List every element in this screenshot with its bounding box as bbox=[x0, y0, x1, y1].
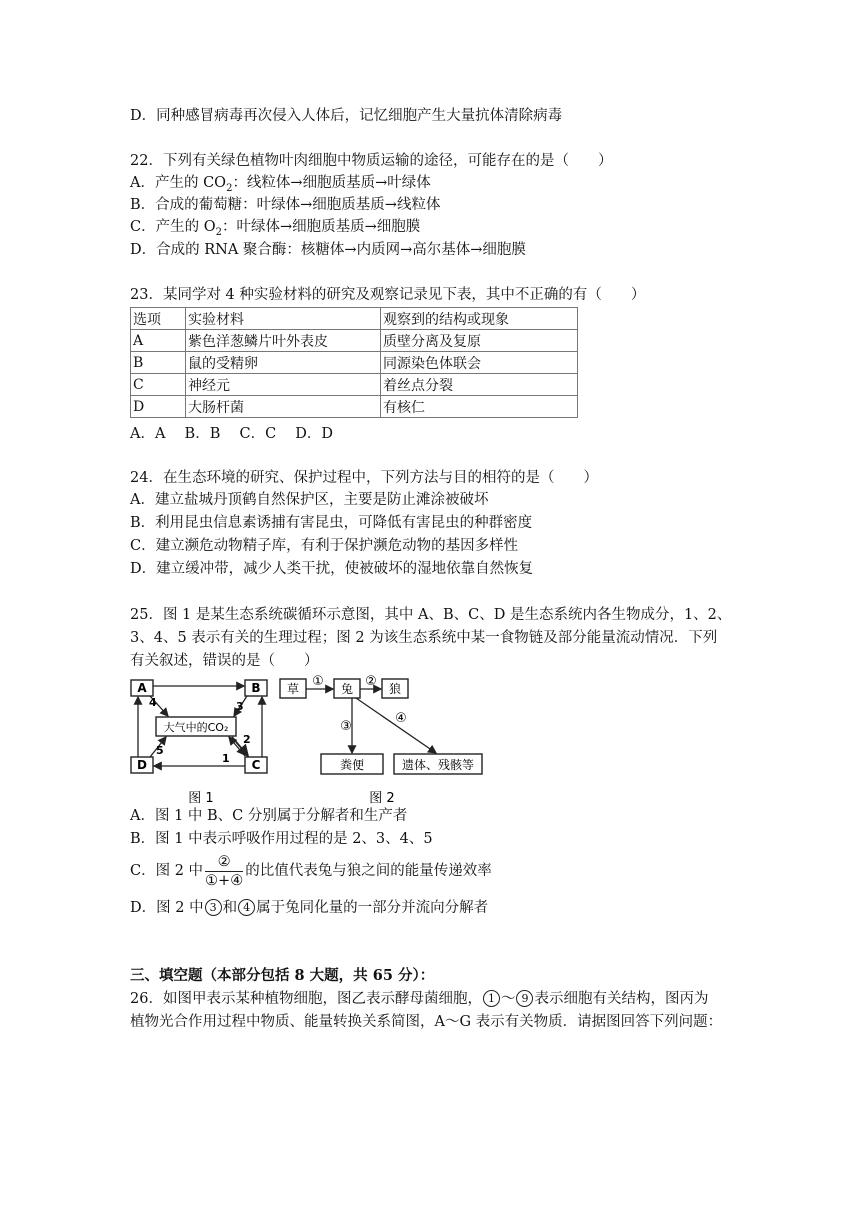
table-cell: 大肠杆菌 bbox=[186, 396, 381, 418]
q25-stem-line3: 有关叙述，错误的是（ ） bbox=[130, 653, 319, 669]
q25-c-prefix: C．图 2 中 bbox=[130, 863, 204, 879]
table-header-row bbox=[131, 308, 578, 330]
fig2-caption: 图 2 bbox=[369, 791, 395, 806]
fig1-caption: 图 1 bbox=[188, 791, 214, 806]
node-c: C bbox=[251, 758, 261, 772]
fraction bbox=[205, 853, 243, 890]
label-circle-1: ① bbox=[312, 674, 324, 689]
q25-d-rest: 属于兔同化量的一部分并流向分解者 bbox=[256, 900, 489, 916]
q26-line1-rest: 表示细胞有关结构，图丙为 bbox=[534, 991, 709, 1007]
table-cell: 质壁分离及复原 bbox=[381, 330, 578, 352]
node-a: A bbox=[137, 681, 147, 695]
q21-option-d: D．同种感冒病毒再次侵入人体后，记忆细胞产生大量抗体清除病毒 bbox=[130, 108, 563, 124]
q22-a-prefix: A．产生的 CO bbox=[130, 175, 227, 191]
q25-option-c bbox=[130, 852, 492, 890]
denominator-term-1: ① bbox=[205, 872, 219, 889]
table-row bbox=[131, 374, 578, 396]
q22-c-prefix: C．产生的 O bbox=[130, 219, 216, 235]
q22-c-sub: 2 bbox=[215, 226, 222, 238]
table-cell: 同源染色体联会 bbox=[381, 352, 578, 374]
q22-a-sub: 2 bbox=[226, 182, 233, 194]
q23-table bbox=[130, 307, 578, 418]
table-cell: B bbox=[131, 352, 186, 374]
label-circle-4: ④ bbox=[395, 711, 407, 726]
q22-c-rest: ：叶绿体→细胞质基质→细胞膜 bbox=[221, 219, 421, 235]
table-cell: D bbox=[131, 396, 186, 418]
table-header-cell: 观察到的结构或现象 bbox=[381, 308, 578, 330]
section-title: 三、填空题（本部分包括 8 大题，共 65 分）： bbox=[130, 967, 435, 984]
table-cell: C bbox=[131, 374, 186, 396]
label-3: 3 bbox=[236, 700, 244, 713]
q26-tilde: ～ bbox=[500, 991, 516, 1007]
circled-3: 3 bbox=[205, 899, 222, 916]
table-cell: 紫色洋葱鳞片叶外表皮 bbox=[186, 330, 381, 352]
circled-9: 9 bbox=[516, 990, 533, 1007]
q22-stem: 22．下列有关绿色植物叶肉细胞中物质运输的途径，可能存在的是（ ） bbox=[130, 153, 613, 169]
label-circle-2: ② bbox=[365, 674, 377, 689]
q22-option-d: D．合成的 RNA 聚合酶：核糖体→内质网→高尔基体→细胞膜 bbox=[130, 242, 526, 258]
label-2: 2 bbox=[243, 733, 251, 746]
fraction-numerator: ② bbox=[205, 853, 243, 872]
node-remains: 遗体、残骸等 bbox=[401, 758, 475, 772]
circled-4: 4 bbox=[238, 899, 255, 916]
q24-option-a: A．建立盐城丹顶鹤自然保护区，主要是防止滩涂被破坏 bbox=[130, 492, 489, 508]
node-b: B bbox=[251, 681, 261, 695]
circled-1: 1 bbox=[483, 990, 500, 1007]
table-row bbox=[131, 330, 578, 352]
plus-sign: + bbox=[218, 872, 231, 889]
q24-option-d: D．建立缓冲带，减少人类干扰，使被破坏的湿地依靠自然恢复 bbox=[130, 561, 534, 577]
q24-option-b: B．利用昆虫信息素诱捕有害昆虫，可降低有害昆虫的种群密度 bbox=[130, 515, 533, 531]
label-circle-3: ③ bbox=[340, 719, 352, 734]
node-grass: 草 bbox=[286, 682, 300, 696]
q25-d-prefix: D．图 2 中 bbox=[130, 900, 204, 916]
q22-option-b: B．合成的葡萄糖：叶绿体→细胞质基质→线粒体 bbox=[130, 197, 441, 213]
table-row bbox=[131, 396, 578, 418]
q25-option-b: B．图 1 中表示呼吸作用过程的是 2、3、4、5 bbox=[130, 831, 433, 847]
co2-label: 大气中的CO₂ bbox=[163, 721, 229, 734]
q22-a-rest: ：线粒体→细胞质基质→叶绿体 bbox=[232, 175, 431, 191]
q25-d-and: 和 bbox=[222, 900, 238, 916]
table-row bbox=[131, 352, 578, 374]
fraction-denominator bbox=[205, 872, 243, 890]
q26-line1-prefix: 26．如图甲表示某种植物细胞，图乙表示酵母菌细胞， bbox=[130, 991, 482, 1007]
table-header-cell: 选项 bbox=[131, 308, 186, 330]
q22-option-c bbox=[130, 217, 420, 243]
node-feces: 粪便 bbox=[339, 758, 365, 772]
q24-option-c: C．建立濒危动物精子库，有利于保护濒危动物的基因多样性 bbox=[130, 538, 519, 554]
q25-stem-line1: 25．图 1 是某生态系统碳循环示意图，其中 A、B、C、D 是生态系统内各生物成分，1、2、 bbox=[130, 607, 732, 623]
table-cell: 有核仁 bbox=[381, 396, 578, 418]
q25-option-d bbox=[130, 898, 488, 918]
table-cell: 着丝点分裂 bbox=[381, 374, 578, 396]
table-cell: 神经元 bbox=[186, 374, 381, 396]
node-rabbit: 兔 bbox=[340, 682, 354, 696]
q26-line2: 植物光合作用过程中物质、能量转换关系简图，A～G 表示有关物质．请据图回答下列问题： bbox=[130, 1014, 723, 1030]
node-wolf: 狼 bbox=[388, 682, 402, 696]
q25-c-rest: 的比值代表兔与狼之间的能量传递效率 bbox=[245, 863, 492, 879]
q25-stem-line2: 3、4、5 表示有关的生理过程；图 2 为该生态系统中某一食物链及部分能量流动情况．下列 bbox=[130, 630, 718, 646]
q23-options: A．A B．B C．C D．D bbox=[130, 426, 334, 442]
table-cell: 鼠的受精卵 bbox=[186, 352, 381, 374]
table-header-cell: 实验材料 bbox=[186, 308, 381, 330]
q23-stem: 23．某同学对 4 种实验材料的研究及观察记录见下表，其中不正确的有（ ） bbox=[130, 287, 646, 303]
label-1: 1 bbox=[222, 752, 230, 765]
q24-stem: 24．在生态环境的研究、保护过程中，下列方法与目的相符的是（ ） bbox=[130, 470, 598, 486]
label-4: 4 bbox=[149, 696, 157, 709]
q26-line1 bbox=[130, 989, 708, 1009]
label-5: 5 bbox=[156, 744, 164, 757]
denominator-term-2: ④ bbox=[230, 872, 244, 889]
node-d: D bbox=[137, 758, 147, 772]
carbon-cycle-diagram bbox=[126, 674, 276, 810]
food-chain-diagram bbox=[278, 674, 486, 810]
q25-option-a: A．图 1 中 B、C 分别属于分解者和生产者 bbox=[130, 808, 408, 824]
table-cell: A bbox=[131, 330, 186, 352]
